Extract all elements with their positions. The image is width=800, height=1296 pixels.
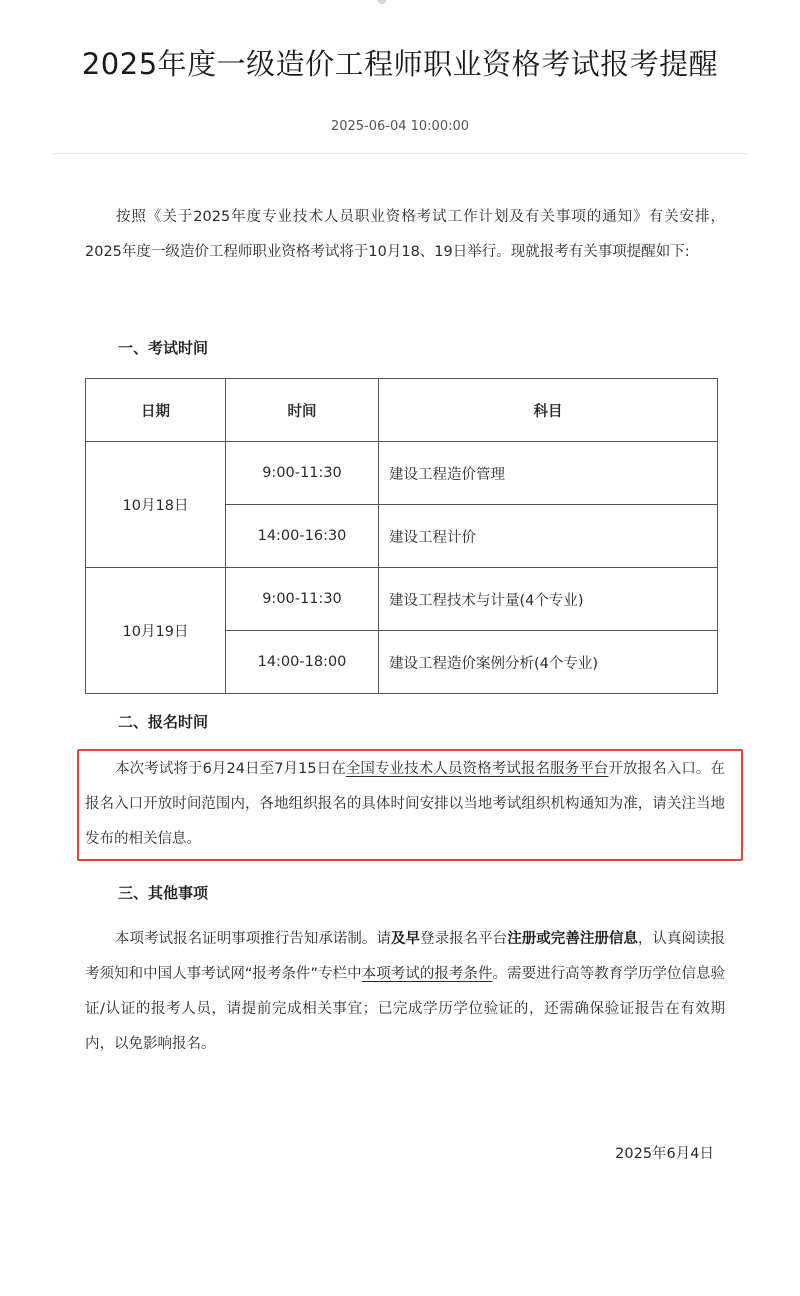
other-text-2: 登录报名平台 — [420, 931, 508, 947]
other-text-3: ，认真阅读报考须知和中国人事考试网“报考条件”专栏中 — [85, 931, 726, 982]
other-text-1: 本项考试报名证明事项推行告知承诺制。请 — [115, 931, 391, 947]
exam-conditions-link[interactable]: 本项考试的报考条件 — [361, 966, 493, 982]
header-date: 日期 — [86, 379, 226, 442]
other-paragraph — [85, 922, 725, 1062]
header-divider — [52, 153, 748, 154]
section-heading-other: 三、其他事项 — [118, 884, 209, 902]
subject-cell: 建设工程计价 — [379, 505, 718, 568]
intro-paragraph — [85, 200, 725, 270]
registration-paragraph — [85, 752, 725, 857]
header-time: 时间 — [226, 379, 379, 442]
registration-platform-link[interactable]: 全国专业技术人员资格考试报名服务平台 — [345, 761, 609, 777]
subject-cell: 建设工程造价案例分析(4个专业) — [379, 631, 718, 694]
time-cell: 14:00-18:00 — [226, 631, 379, 694]
table-row — [86, 568, 718, 631]
registration-text-after: 开放报名入口。在报名入口开放时间范围内，各地组织报名的具体时间安排以当地考试组织机构通知为准，请关注当地发布的相关信息。 — [85, 761, 725, 847]
time-cell: 9:00-11:30 — [226, 568, 379, 631]
other-text-4: 。需要进行高等教育学历学位信息验证/认证的报考人员，请提前完成相关事宜；已完成学历学位验证的，还需确保验证报告在有效期内，以免影响报名。 — [85, 966, 726, 1052]
intro-text: 按照《关于2025年度专业技术人员职业资格考试工作计划及有关事项的通知》有关安排，2025年度一级造价工程师职业资格考试将于10月18、19日举行。现就报考有关事项提醒如下: — [85, 209, 725, 260]
time-cell: 14:00-16:30 — [226, 505, 379, 568]
publish-datetime: 2025-06-04 10:00:00 — [330, 119, 470, 134]
section-heading-registration: 二、报名时间 — [118, 713, 209, 731]
header-subject: 科目 — [379, 379, 718, 442]
subject-cell: 建设工程技术与计量(4个专业) — [379, 568, 718, 631]
date-cell: 10月19日 — [86, 568, 226, 694]
signature-date: 2025年6月4日 — [615, 1146, 714, 1162]
exam-schedule-table — [85, 378, 718, 694]
date-cell: 10月18日 — [86, 442, 226, 568]
table-header-row — [86, 379, 718, 442]
subject-cell: 建设工程造价管理 — [379, 442, 718, 505]
top-edge-mark — [378, 0, 386, 4]
table-row — [86, 442, 718, 505]
other-bold-register: 注册或完善注册信息 — [507, 931, 638, 947]
time-cell: 9:00-11:30 — [226, 442, 379, 505]
registration-text-before: 本次考试将于6月24日至7月15日在 — [115, 761, 346, 777]
other-bold-early: 及早 — [390, 931, 421, 947]
page-title: 2025年度一级造价工程师职业资格考试报考提醒 — [81, 47, 719, 81]
section-heading-exam-time: 一、考试时间 — [118, 339, 209, 357]
